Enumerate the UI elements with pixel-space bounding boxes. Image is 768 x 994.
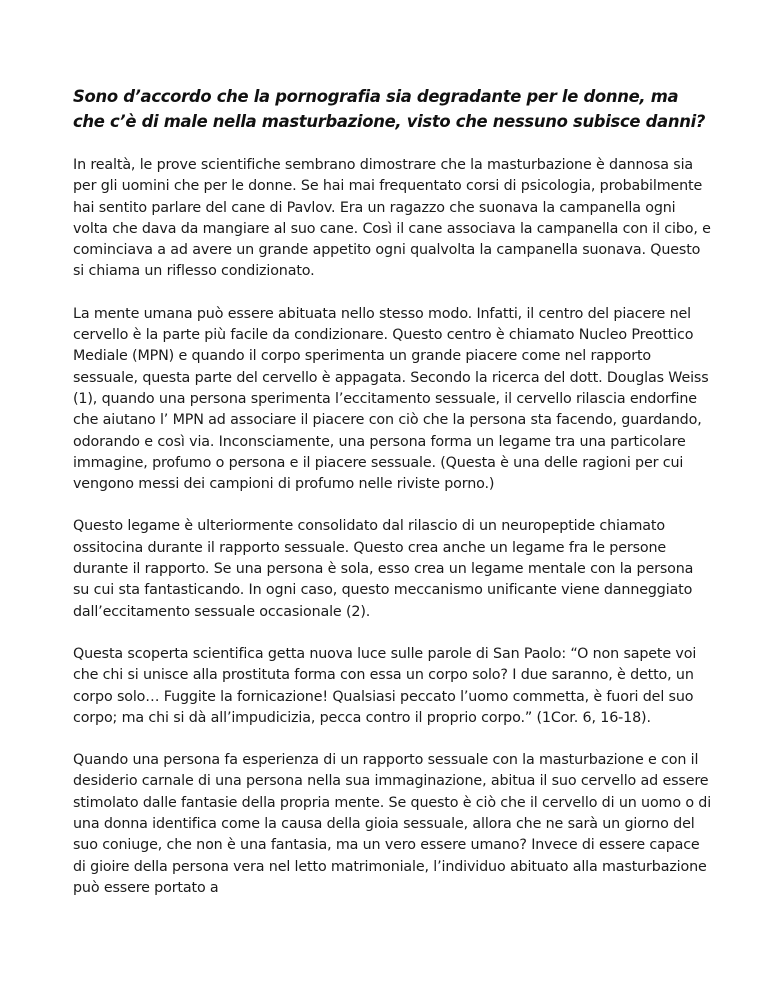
paragraph-2: La mente umana può essere abituata nello stesso modo. Infatti, il centro del piacere nel cervello è la parte più facile da condizionare. Questo centro è chiamato Nucleo Preottico Mediale (MPN) e quando il corpo sperimenta un grande piacere come nel rapporto sessuale, questa parte del cervello è appagata. Secondo la ricerca del dott. Douglas Weiss (1), quando una persona sperimenta l’eccitamento sessuale, il cervello rilascia endorfine che aiutano l’ MPN ad associare il piacere con ciò che la persona sta facendo, guardando, odorando e così via. Inconsciamente, una persona forma un legame tra una particolare immagine, profumo o persona e il piacere sessuale. (Questa è una delle ragioni per cui vengono messi dei campioni di profumo nelle riviste porno.) (73, 305, 709, 493)
paragraph-4: Questa scoperta scientifica getta nuova luce sulle parole di San Paolo: “O non sapete voi che chi si unisce alla prostituta forma con essa un corpo solo? I due saranno, è detto, un corpo solo… Fuggite la fornicazione! Qualsiasi peccato l’uomo commetta, è fuori del suo corpo; ma chi si dà all’impudicizia, pecca contro il proprio corpo.” (1Cor. 6, 16-18). (73, 645, 697, 726)
paragraph-1: In realtà, le prove scientifiche sembrano dimostrare che la masturbazione è dannosa sia per gli uomini che per le donne. Se hai mai frequentato corsi di psicologia, probabilmente hai sentito parlare del cane di Pavlov. Era un ragazzo che suonava la campanella ogni volta che dava da mangiare al suo cane. Così il cane associava la campanella con il cibo, e cominciava a ad avere un grande appetito ogni qualvolta la campanella suonava. Questo si chiama un riflesso condizionato. (73, 157, 711, 280)
paragraph-5: Quando una persona fa esperienza di un rapporto sessuale con la masturbazione e con il desiderio carnale di una persona nella sua immaginazione, abitua il suo cervello ad essere stimolato dalle fantasie della propria mente. Se questo è ciò che il cervello di un uomo o di una donna identifica come la causa della gioia sessuale, allora che ne sarà un giorno del suo coniuge, che non è una fantasia, ma un vero essere umano? Invece di essere capace di gioire della persona vera nel letto matrimoniale, l’individuo abituato alla masturbazione può essere portato a (73, 752, 712, 896)
question-heading: Sono d’accordo che la pornografia sia degradante per le donne, ma che c’è di male nella masturbazione, visto che nessuno subisce danni? (73, 87, 706, 131)
document-page (73, 84, 713, 920)
paragraph-3: Questo legame è ulteriormente consolidato dal rilascio di un neuropeptide chiamato ossitocina durante il rapporto sessuale. Questo crea anche un legame fra le persone durante il rapporto. Se una persona è sola, esso crea un legame mentale con la persona su cui sta fantasticando. In ogni caso, questo meccanismo unificante viene danneggiato dall’eccitamento sessuale occasionale (2). (73, 518, 694, 620)
